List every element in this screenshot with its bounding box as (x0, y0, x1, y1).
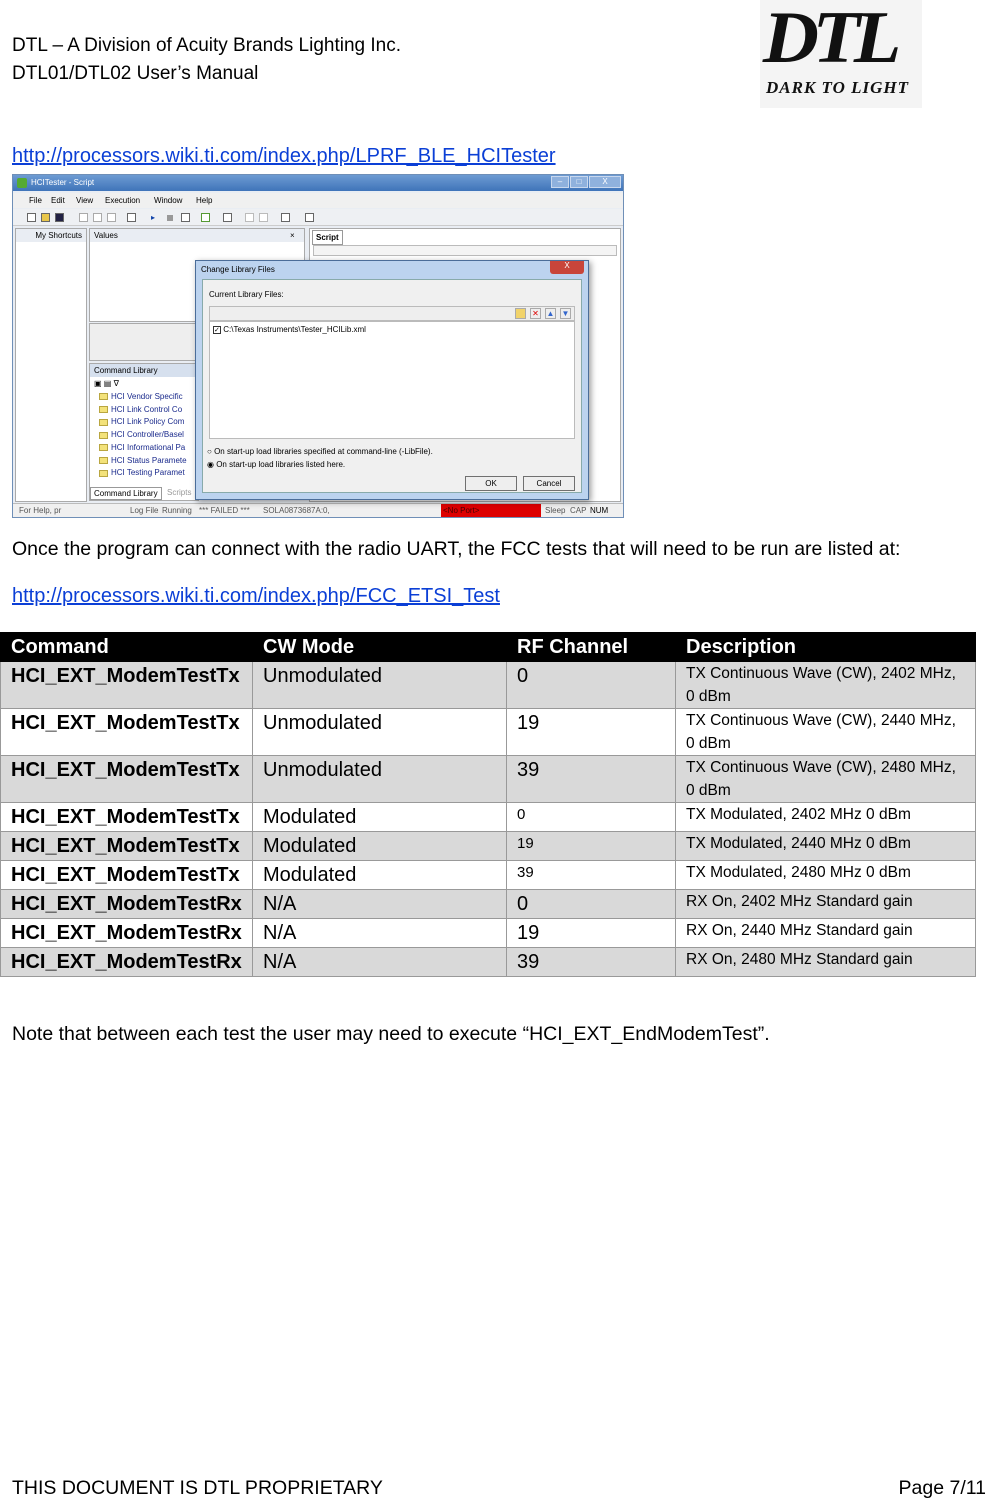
table-row (1, 890, 976, 919)
cw-mode-cell: Unmodulated (253, 662, 507, 709)
note-paragraph: Note that between each test the user may need to execute “HCI_EXT_EndModemTest”. (12, 1023, 770, 1045)
command-cell: HCI_EXT_ModemTestTx (1, 803, 253, 832)
new-icon[interactable] (27, 213, 36, 222)
dialog-title: Change Library Files (201, 265, 275, 274)
column-header-description: Description (676, 633, 976, 662)
cw-mode-cell: Modulated (253, 861, 507, 890)
description-cell: TX Modulated, 2440 MHz 0 dBm (676, 832, 976, 861)
move-down-icon[interactable]: ▼ (561, 309, 570, 318)
footer-page-number: Page 7/11 (898, 1477, 986, 1499)
tab-command-library[interactable]: Command Library (90, 487, 162, 500)
table-row (1, 832, 976, 861)
intro-paragraph: Once the program can connect with the radio UART, the FCC tests that will need to be run are listed at: (12, 538, 901, 560)
app-title: HCITester - Script (31, 178, 95, 187)
menu-view[interactable]: View (76, 196, 94, 205)
command-cell: HCI_EXT_ModemTestRx (1, 919, 253, 948)
description-cell: TX Modulated, 2480 MHz 0 dBm (676, 861, 976, 890)
clear-icon[interactable] (201, 213, 210, 222)
header-line-2: DTL01/DTL02 User’s Manual (12, 63, 259, 84)
tree-item[interactable]: HCI Status Paramete (90, 455, 198, 468)
blank-pane (89, 323, 199, 361)
cw-mode-cell: Modulated (253, 832, 507, 861)
tree-item[interactable]: HCI Informational Pa (90, 442, 198, 455)
connect-icon[interactable] (245, 213, 254, 222)
open-icon[interactable] (41, 213, 50, 222)
cw-mode-cell: Unmodulated (253, 756, 507, 803)
disconnect-icon[interactable] (259, 213, 268, 222)
status-cap: CAP (570, 506, 587, 515)
table-row (1, 756, 976, 803)
cw-mode-cell: Unmodulated (253, 709, 507, 756)
status-num: NUM (590, 506, 609, 515)
option-command-line[interactable]: ○ On start-up load libraries specified at command-line (-LibFile). (207, 447, 433, 456)
description-cell: RX On, 2440 MHz Standard gain (676, 919, 976, 948)
header-line-1: DTL – A Division of Acuity Brands Lighting Inc. (12, 35, 401, 56)
menu-edit[interactable]: Edit (51, 196, 65, 205)
description-cell: TX Continuous Wave (CW), 2480 MHz, 0 dBm (676, 756, 976, 803)
menu-window[interactable]: Window (154, 196, 183, 205)
table-row (1, 803, 976, 832)
command-cell: HCI_EXT_ModemTestRx (1, 890, 253, 919)
shortcuts-pane (15, 228, 87, 502)
tab-script[interactable]: Script (312, 230, 343, 245)
status-log: Log File (130, 506, 159, 515)
command-cell: HCI_EXT_ModemTestTx (1, 756, 253, 803)
status-device: SOLA0873687A:0, (263, 506, 330, 515)
cw-mode-cell: N/A (253, 948, 507, 977)
command-library-header: Command Library (90, 364, 198, 377)
run-icon[interactable]: ▸ (151, 213, 156, 222)
description-cell: TX Continuous Wave (CW), 2402 MHz, 0 dBm (676, 662, 976, 709)
hcitester-link[interactable]: http://processors.wiki.ti.com/index.php/LPRF_BLE_HCITester (12, 145, 556, 167)
windows-icon[interactable] (305, 213, 314, 222)
description-cell: TX Modulated, 2402 MHz 0 dBm (676, 803, 976, 832)
stop-icon[interactable] (167, 215, 173, 221)
tree-item[interactable]: HCI Vendor Specific (90, 391, 198, 404)
hcitester-screenshot (12, 174, 624, 518)
status-sleep: Sleep (545, 506, 566, 515)
cw-mode-cell: Modulated (253, 803, 507, 832)
rf-channel-cell: 39 (507, 948, 676, 977)
app-icon (17, 178, 27, 188)
values-header: Values (90, 229, 304, 242)
rf-channel-cell: 39 (507, 756, 676, 803)
rf-channel-cell: 0 (507, 803, 676, 832)
fcc-test-table (0, 632, 976, 977)
minimize-button[interactable]: – (551, 176, 569, 188)
step-icon[interactable] (181, 213, 190, 222)
status-failed: *** FAILED *** (199, 506, 250, 515)
print-icon[interactable] (127, 213, 136, 222)
status-help: For Help, pr (19, 506, 62, 515)
app-title-bar (13, 175, 623, 191)
menu-help[interactable]: Help (196, 196, 213, 205)
file-list-toolbar (209, 306, 575, 321)
status-bar (13, 503, 623, 517)
copy-icon[interactable] (93, 213, 102, 222)
move-up-icon[interactable]: ▲ (546, 309, 555, 318)
current-files-label: Current Library Files: (209, 290, 284, 299)
menu-execution[interactable]: Execution (105, 196, 141, 205)
library-file[interactable]: C:\Texas Instruments\Tester_HCILib.xml (223, 325, 366, 334)
tree-item[interactable]: HCI Link Policy Com (90, 416, 198, 429)
remove-icon[interactable]: ✕ (530, 308, 541, 319)
table-row (1, 948, 976, 977)
menu-bar (13, 193, 623, 208)
command-cell: HCI_EXT_ModemTestTx (1, 861, 253, 890)
paste-icon[interactable] (107, 213, 116, 222)
shortcuts-header: My Shortcuts (16, 229, 86, 242)
command-cell: HCI_EXT_ModemTestRx (1, 948, 253, 977)
table-header-row (1, 633, 976, 662)
tree-item[interactable]: HCI Testing Paramet (90, 467, 198, 480)
description-cell: RX On, 2402 MHz Standard gain (676, 890, 976, 919)
description-cell: RX On, 2480 MHz Standard gain (676, 948, 976, 977)
close-button[interactable]: X (589, 176, 621, 188)
table-row (1, 919, 976, 948)
tree-item[interactable]: HCI Link Control Co (90, 404, 198, 417)
dialog-close-button[interactable]: X (550, 261, 584, 274)
cancel-button[interactable]: Cancel (523, 476, 575, 491)
table-row (1, 709, 976, 756)
toolbar (13, 209, 623, 226)
rf-channel-cell: 0 (507, 890, 676, 919)
footer-proprietary: THIS DOCUMENT IS DTL PROPRIETARY (12, 1477, 383, 1499)
column-header-rf-channel: RF Channel (507, 633, 676, 662)
command-cell: HCI_EXT_ModemTestTx (1, 832, 253, 861)
filter-icon[interactable] (281, 213, 290, 222)
command-tree (90, 391, 198, 480)
command-cell: HCI_EXT_ModemTestTx (1, 709, 253, 756)
library-toolbar: ▣ ▤ ∇ (94, 379, 119, 388)
values-close-icon[interactable]: × (290, 231, 295, 240)
library-file-list (209, 321, 575, 439)
table-row (1, 662, 976, 709)
status-running: Running (162, 506, 192, 515)
option-listed-here[interactable]: ◉ On start-up load libraries listed here. (207, 460, 346, 469)
ok-button[interactable]: OK (465, 476, 517, 491)
table-row (1, 861, 976, 890)
file-checkbox[interactable]: ✓ (214, 327, 220, 334)
column-header-cw-mode: CW Mode (253, 633, 507, 662)
column-header-command: Command (1, 633, 253, 662)
status-port: <No Port> (441, 504, 541, 517)
tree-item[interactable]: HCI Controller/Basel (90, 429, 198, 442)
change-library-dialog (195, 260, 589, 500)
add-folder-icon[interactable] (515, 308, 526, 319)
fcc-test-link[interactable]: http://processors.wiki.ti.com/index.php/FCC_ETSI_Test (12, 585, 500, 607)
script-scrollbar[interactable] (313, 245, 617, 256)
menu-file[interactable]: File (29, 196, 42, 205)
rf-channel-cell: 0 (507, 662, 676, 709)
dtl-logo: DTL DARK TO LIGHT (760, 0, 922, 108)
command-cell: HCI_EXT_ModemTestTx (1, 662, 253, 709)
save-icon[interactable] (55, 213, 64, 222)
rf-channel-cell: 19 (507, 709, 676, 756)
cut-icon[interactable] (79, 213, 88, 222)
cw-mode-cell: N/A (253, 919, 507, 948)
rf-channel-cell: 19 (507, 832, 676, 861)
rf-channel-cell: 39 (507, 861, 676, 890)
rf-channel-cell: 19 (507, 919, 676, 948)
properties-icon[interactable] (223, 213, 232, 222)
command-library-pane (89, 363, 199, 501)
tab-scripts[interactable]: Scripts (167, 488, 192, 497)
cw-mode-cell: N/A (253, 890, 507, 919)
description-cell: TX Continuous Wave (CW), 2440 MHz, 0 dBm (676, 709, 976, 756)
maximize-button[interactable]: □ (570, 176, 588, 188)
